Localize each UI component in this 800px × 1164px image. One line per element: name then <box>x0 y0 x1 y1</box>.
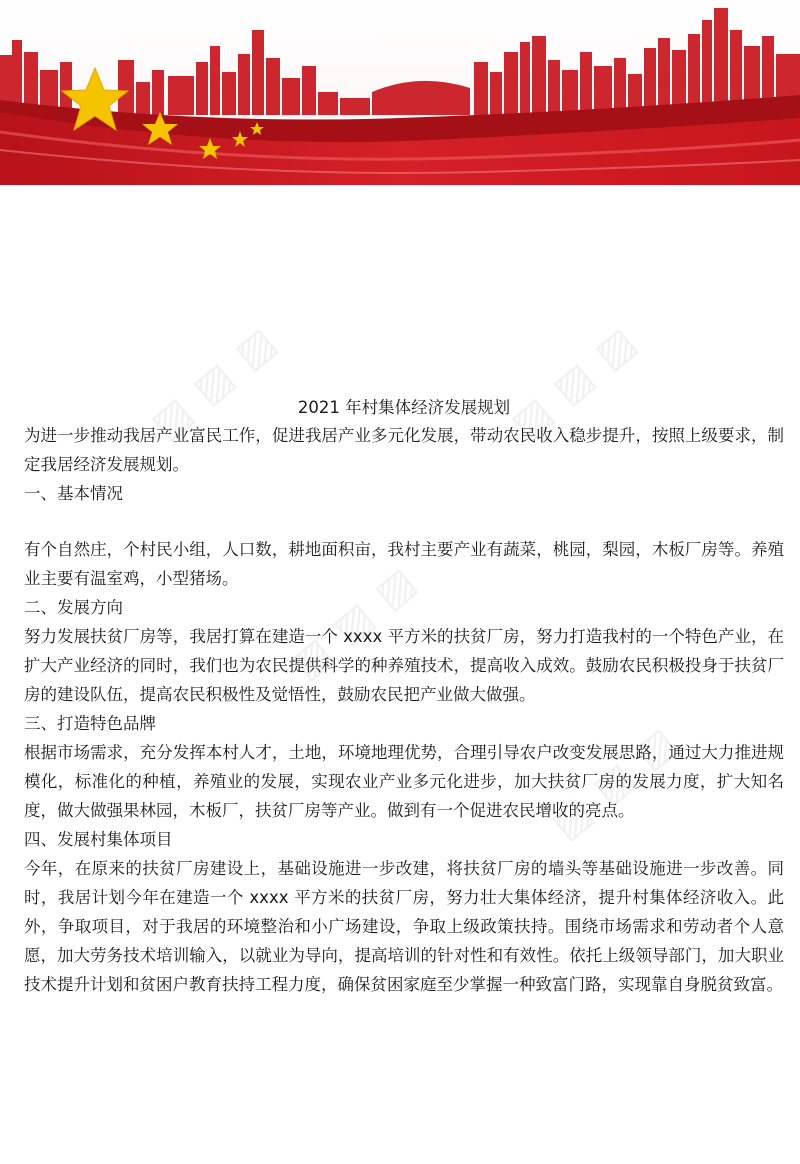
section-heading: 四、发展村集体项目 <box>24 830 173 849</box>
document-title: 2021 年村集体经济发展规划 <box>297 398 511 417</box>
watermark: ▨ ▨ ▨ <box>282 557 427 689</box>
blank-line <box>24 508 784 535</box>
section-paragraph: 有个自然庄，个村民小组，人口数，耕地面积亩，我村主要产业有蔬菜，桃园，梨园，木板厂房等。养殖业主要有温室鸡，小型猪场。 <box>24 540 784 588</box>
city-skyline <box>0 0 800 185</box>
section-paragraph: 今年，在原来的扶贫厂房建设上，基础设施进一步改建，将扶贫厂房的墙头等基础设施进一步改善。同时，我居计划今年在建造一个 xxxx 平方米的扶贫厂房，努力壮大集体经济，提升村集体经济收入。此外，争取项目，对于我居的环境整治和小广场建设，争取上级政策扶持。围绕市场需求和劳动者个人意愿，加大劳务技术培训输入，以就业为导向，提高培训的针对性和有效性。依托上级领导部门，加大职业技术提升计划和贫困户教育扶持工程力度，确保贫困家庭至少掌握一种致富门路，实现靠自身脱贫致富。 <box>24 859 784 994</box>
watermark: ▨ ▨ ▨ <box>502 317 647 449</box>
section-heading: 一、基本情况 <box>24 484 123 503</box>
watermark: ▨ ▨ ▨ <box>542 717 687 849</box>
document-body <box>24 395 784 999</box>
watermark: ▨ ▨ ▨ <box>142 317 287 449</box>
intro-paragraph: 为进一步推动我居产业富民工作，促进我居产业多元化发展，带动农民收入稳步提升，按照上级要求，制定我居经济发展规划。 <box>24 426 784 474</box>
section-paragraph: 努力发展扶贫厂房等，我居打算在建造一个 xxxx 平方米的扶贫厂房，努力打造我村的一个特色产业，在扩大产业经济的同时，我们也为农民提供科学的种养殖技术，提高收入成效。鼓励农民积极投身于扶贫厂房的建设队伍，提高农民积极性及觉悟性，鼓励农民把产业做大做强。 <box>24 627 784 704</box>
section-paragraph: 根据市场需求，充分发挥本村人才，土地，环境地理优势，合理引导农户改变发展思路，通过大力推进规模化，标准化的种植，养殖业的发展，实现农业产业多元化进步，加大扶贫厂房的发展力度，扩大知名度，做大做强果林园，木板厂，扶贫厂房等产业。做到有一个促进农民增收的亮点。 <box>24 743 784 820</box>
header-banner <box>0 0 800 185</box>
section-heading: 三、打造特色品牌 <box>24 714 156 733</box>
section-heading: 二、发展方向 <box>24 598 123 617</box>
